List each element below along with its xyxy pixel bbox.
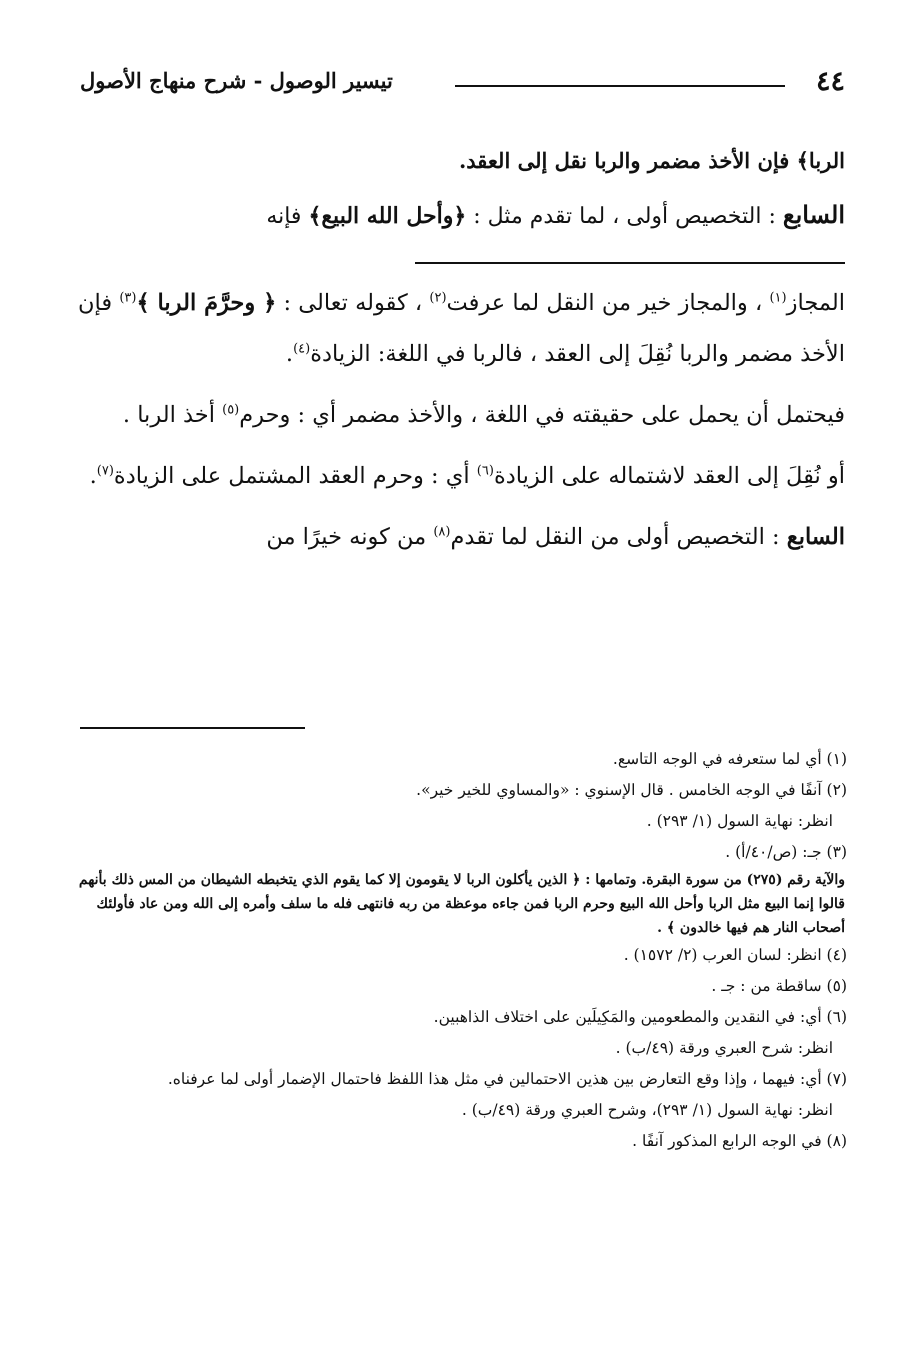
footnote-1: (١) أي لما ستعرفه في الوجه التاسع.: [612, 750, 847, 768]
footnote-5: (٥) ساقطة من : جـ .: [711, 977, 847, 995]
section-keyword: السابع: [782, 200, 845, 229]
footnote-8: (٨) في الوجه الرابع المذكور آنفًا .: [632, 1132, 847, 1150]
quoted-segment-end: فإنه: [266, 204, 309, 229]
footnote-2-reference: انظر: نهاية السول (١/ ٢٩٣) .: [646, 812, 833, 830]
commentary-paragraph-1: [78, 278, 845, 380]
footnote-6-reference: انظر: شرح العبري ورقة (٤٩/ب) .: [615, 1039, 833, 1057]
commentary-paragraph-3: [78, 451, 845, 502]
text-segment: ، كقوله تعالى :: [276, 290, 430, 316]
commentary-paragraph-4: [78, 512, 845, 563]
text-segment: أخذ الربا .: [122, 402, 223, 428]
footnote-ref-4[interactable]: (٤): [293, 341, 311, 357]
footnote-ref-6[interactable]: (٦): [476, 463, 494, 479]
text-segment: المجاز: [786, 290, 845, 316]
text-segment: .: [285, 341, 294, 367]
footnote-7: (٧) أي: فيهما ، وإذا وقع التعارض بين هذين الاحتمالين في مثل هذا اللفظ فاحتمال الإضمار أولى لما عرفناه.: [167, 1070, 847, 1088]
text-segment: : التخصيص أولى من النقل لما تقدم: [450, 524, 787, 550]
footnote-ref-7[interactable]: (٧): [96, 463, 114, 479]
verse-quote: ﴿وأحل الله البيع﴾: [308, 203, 467, 229]
footnotes: [70, 744, 847, 1157]
footnote-2: (٢) آنفًا في الوجه الخامس . قال الإسنوي : «والمساوي للخير خير».: [416, 781, 847, 799]
quoted-text-line-1: الربا﴾ فإن الأخذ مضمر والربا نقل إلى العقد.: [458, 148, 845, 173]
commentary-paragraph-2: [78, 390, 845, 441]
footnote-rule: [80, 727, 305, 729]
header-rule: [455, 85, 785, 87]
text-segment: أو نُقِلَ إلى العقد لاشتماله على الزيادة: [493, 463, 845, 489]
footnote-ref-5[interactable]: (٥): [222, 402, 240, 418]
footnote-3-verse: والآية رقم (٢٧٥) من سورة البقرة. وتمامها : ﴿ الذين يأكلون الربا لا يقومون إلا كما يقوم الذي يتخبطه الشيطان من المس ذلك بأنهم قالوا إنما البيع مثل الربا وأحل الله البيع وحرم الربا فمن جاءه موعظة من ربه فانتهى فله ما سلف وأمره إلى الله ومن عاد فأولئك أصحاب النار هم فيها خالدون ﴾ .: [78, 872, 845, 936]
footnote-ref-8[interactable]: (٨): [433, 524, 451, 540]
footnote-3: (٣) جـ: (ص/٤٠/أ) .: [725, 843, 847, 861]
text-segment: ، والمجاز خير من النقل لما عرفت: [446, 290, 770, 316]
footnote-ref-3[interactable]: (٣): [119, 290, 137, 306]
quoted-segment: : التخصيص أولى ، لما تقدم مثل :: [466, 204, 783, 229]
quoted-text-rule: [415, 262, 845, 264]
footnote-6: (٦) أي: في النقدين والمطعومين والمَكِيلَين على اختلاف الذاهبين.: [433, 1008, 847, 1026]
page-header: [80, 62, 845, 102]
footnote-ref-2[interactable]: (٢): [429, 290, 447, 306]
running-title: تيسير الوصول - شرح منهاج الأصول: [80, 68, 393, 93]
footnote-4: (٤) انظر: لسان العرب (٢/ ١٥٧٢) .: [623, 946, 847, 964]
quoted-text-line-2: [80, 200, 845, 229]
footnote-7-reference: انظر: نهاية السول (١/ ٢٩٣)، وشرح العبري ورقة (٤٩/ب) .: [461, 1101, 833, 1119]
text-segment: فيحتمل أن يحمل على حقيقته في اللغة ، والأخذ مضمر أي : وحرم: [239, 402, 845, 428]
page-number: ٤٤: [815, 66, 845, 97]
text-segment: .: [89, 463, 97, 489]
section-keyword: السابع: [786, 524, 845, 550]
verse-quote: ﴿ وحرَّمَ الربا ﴾: [136, 290, 277, 316]
commentary-body: [78, 278, 845, 573]
footnote-ref-1[interactable]: (١): [769, 290, 787, 306]
text-segment: فإن الأخذ مضمر والربا نُقِلَ إلى العقد ، فالربا في اللغة: الزيادة: [78, 290, 845, 367]
text-segment: من كونه خيرًا من: [266, 524, 434, 550]
text-segment: أي : وحرم العقد المشتمل على الزيادة: [113, 463, 477, 489]
